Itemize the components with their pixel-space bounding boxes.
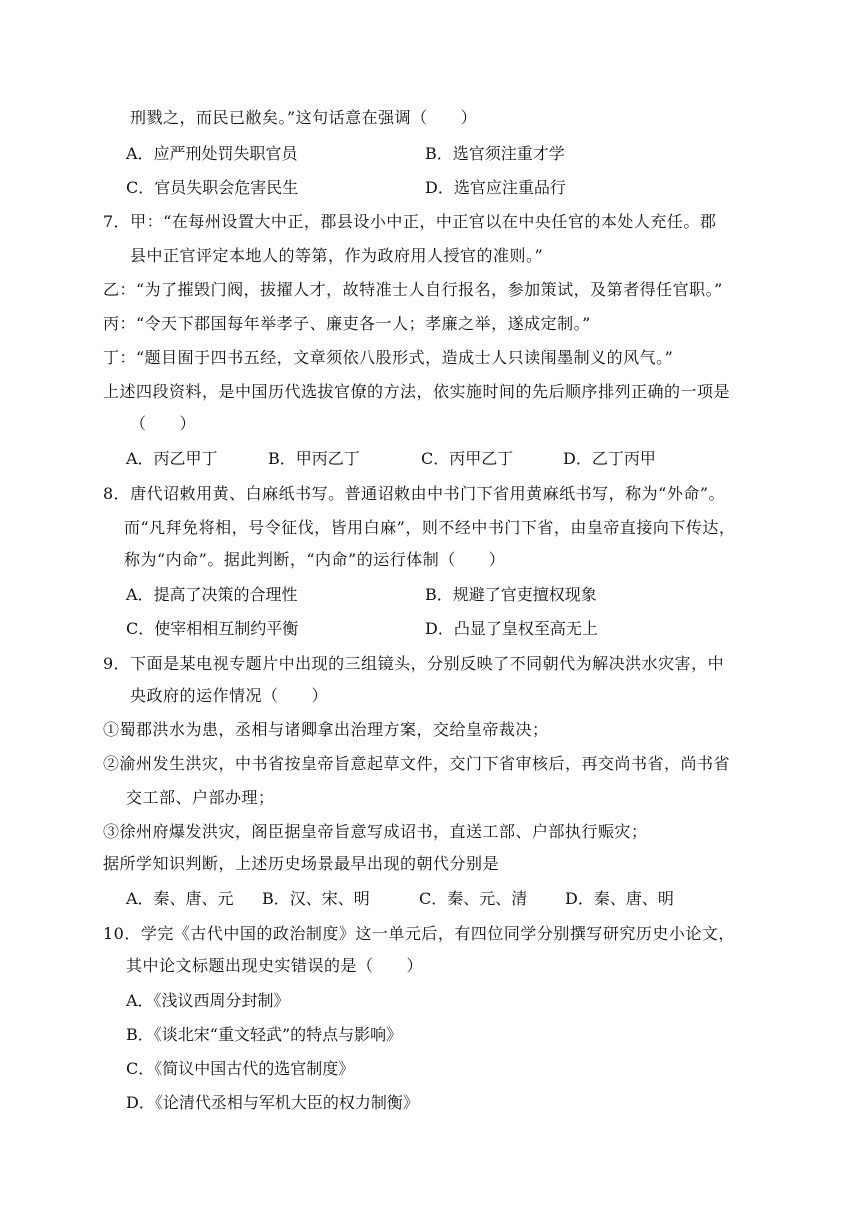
q8-option-c[interactable]: C．使宰相相互制约平衡 — [126, 619, 299, 638]
q8-stem-line: 而“凡拜免将相，号令征伐，皆用白麻”，则不经中书门下省，由皇帝直接向下传达， — [124, 518, 736, 537]
q7-stem-line: 7．甲：“在每州设置大中正，郡县设小中正，中正官以在中央任官的本处人充任。郡 — [103, 212, 717, 231]
q9-scene-2: ②渝州发生洪灾，中书省按皇帝旨意起草文件，交门下省审核后，再交尚书省，尚书省 — [103, 754, 731, 773]
q7-option-c[interactable]: C．丙甲乙丁 — [421, 449, 514, 468]
q10-option-d[interactable]: D．《论清代丞相与军机大臣的权力制衡》 — [126, 1093, 419, 1112]
q8-stem-line: 称为“内命”。据此判断，“内命”的运行体制（ ） — [124, 550, 506, 569]
q7-question: 上述四段资料，是中国历代选拔官僚的方法，依实施时间的先后顺序排列正确的一项是 — [103, 382, 731, 401]
q9-stem-line: 9．下面是某电视专题片中出现的三组镜头，分别反映了不同朝代为解决洪水灾害，中 — [103, 654, 725, 673]
q9-stem-line: 央政府的运作情况（ ） — [130, 686, 329, 705]
q7-option-a[interactable]: A．丙乙甲丁 — [126, 449, 218, 468]
q8-stem-line: 8．唐代诏敕用黄、白麻纸书写。普通诏敕由中书门下省用黄麻纸书写，称为“外命”。 — [103, 484, 726, 503]
q7-stem-line: 县中正官评定本地人的等第，作为政府用人授官的准则。” — [130, 246, 544, 265]
q7-option-b[interactable]: B．甲丙乙丁 — [268, 449, 360, 468]
q7-source-yi: 乙：“为了摧毁门阀，拔擢人才，故特准士人自行报名，参加策试，及第者得任官职。” — [103, 280, 723, 299]
q10-option-a[interactable]: A．《浅议西周分封制》 — [126, 991, 290, 1010]
q8-option-b[interactable]: B．规避了官吏擅权现象 — [425, 585, 597, 604]
q7-source-bing: 丙：“令天下郡国每年举孝子、廉吏各一人；孝廉之举，遂成定制。” — [103, 314, 591, 333]
q9-scene-1: ①蜀郡洪水为患，丞相与诸卿拿出治理方案，交给皇帝裁决； — [103, 720, 549, 739]
q6-option-b[interactable]: B．选官须注重才学 — [425, 144, 565, 163]
q6-option-d[interactable]: D．选官应注重品行 — [425, 178, 566, 197]
q9-question: 据所学知识判断，上述历史场景最早出现的朝代分别是 — [103, 854, 500, 873]
q8-option-a[interactable]: A．提高了决策的合理性 — [126, 585, 298, 604]
q9-scene-2-cont: 交工部、户部办理； — [126, 788, 275, 807]
q6-option-c[interactable]: C．官员失职会危害民生 — [126, 178, 299, 197]
q9-option-a[interactable]: A．秦、唐、元 — [126, 889, 234, 908]
q9-option-d[interactable]: D．秦、唐、明 — [565, 889, 674, 908]
q7-option-d[interactable]: D．乙丁丙甲 — [563, 449, 656, 468]
q10-stem-line: 其中论文标题出现史实错误的是（ ） — [126, 956, 424, 975]
q10-option-c[interactable]: C．《简议中国古代的选官制度》 — [126, 1059, 355, 1078]
q6-option-a[interactable]: A．应严刑处罚失职官员 — [126, 144, 298, 163]
q10-stem-line: 10．学完《古代中国的政治制度》这一单元后，有四位同学分别撰写研究历史小论文， — [103, 924, 735, 943]
q10-option-b[interactable]: B．《谈北宋“重文轻武”的特点与影响》 — [126, 1025, 403, 1044]
q7-source-ding: 丁：“题目囿于四书五经，文章须依八股形式，造成士人只读闱墨制义的风气。” — [103, 348, 674, 367]
q6-stem-tail: 刑戮之，而民已敝矣。”这句话意在强调（ ） — [130, 108, 478, 127]
q9-scene-3: ③徐州府爆发洪灾，阁臣据皇帝旨意写成诏书，直送工部、户部执行赈灾； — [103, 822, 648, 841]
q7-answer-bracket: （ ） — [130, 414, 197, 433]
q8-option-d[interactable]: D．凸显了皇权至高无上 — [425, 619, 598, 638]
q9-option-c[interactable]: C．秦、元、清 — [419, 889, 528, 908]
q9-option-b[interactable]: B．汉、宋、明 — [262, 889, 370, 908]
